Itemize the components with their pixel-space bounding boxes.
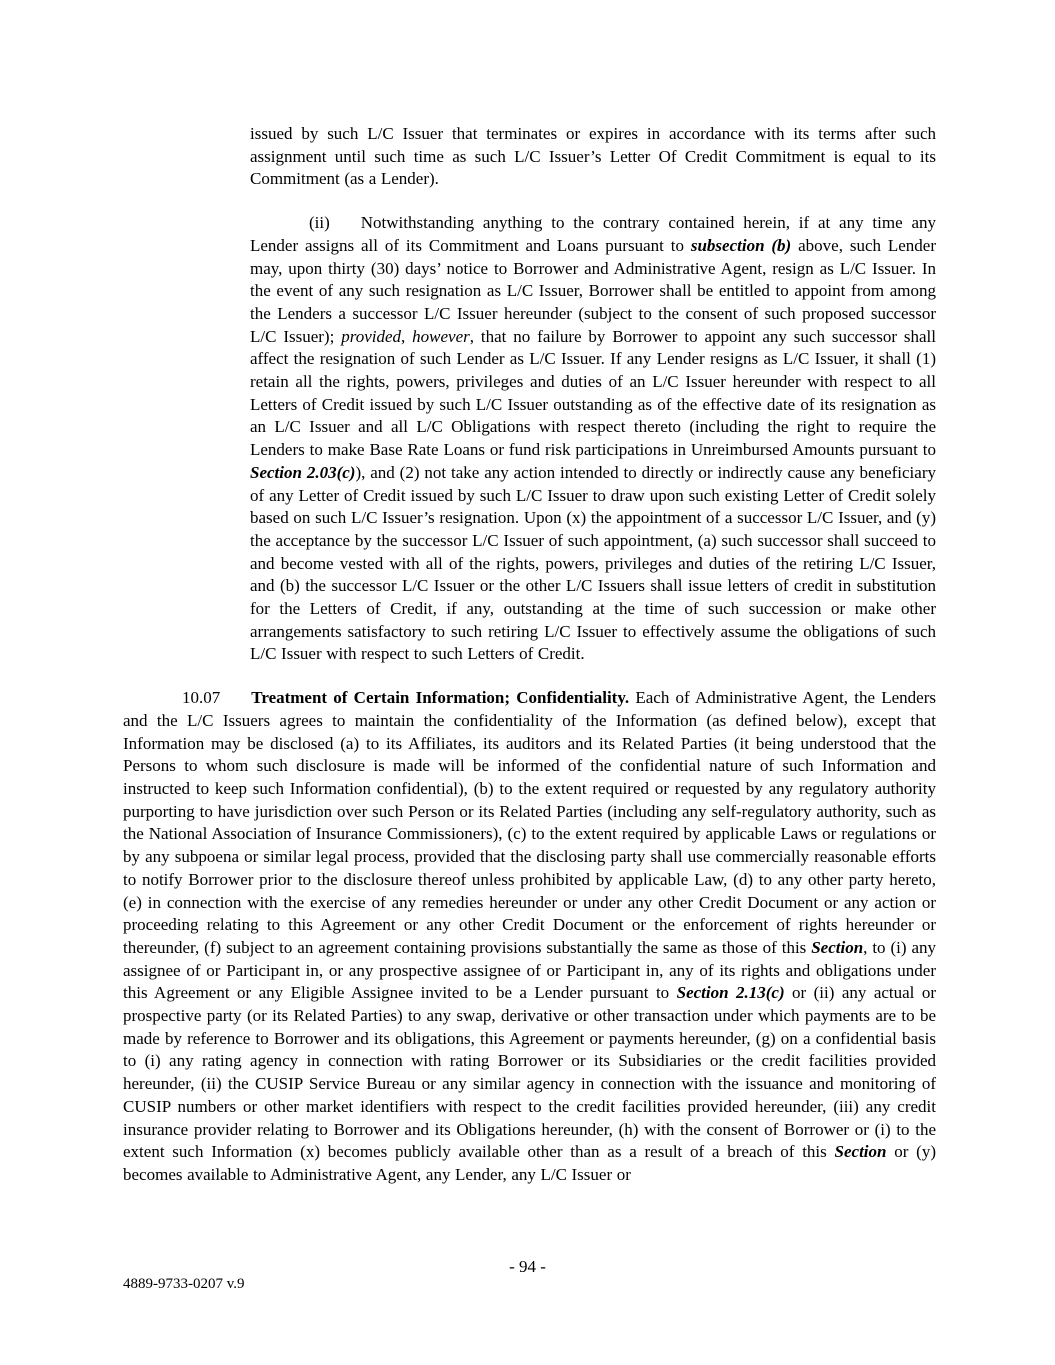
text-run: Section 2.13(c) (676, 983, 785, 1003)
text-run: , (401, 326, 413, 346)
document-body (123, 123, 936, 1208)
text-run: or (y) becomes available to Administrative Agent, any Lender, any L/C Issuer or (123, 1142, 936, 1184)
text-run: however (412, 326, 470, 346)
paragraph-continuation-clause (250, 123, 936, 191)
page-number: - 94 - (509, 1257, 546, 1276)
paragraph-section-10-07 (123, 687, 936, 1186)
text-run: provided (341, 326, 402, 346)
text-run: subsection (b) (690, 235, 792, 255)
text-run: (ii) (309, 213, 330, 233)
text-run: , to (i) any assignee of or Participant in, or any prospective assignee of or Participant in, any of its rights and obligations under this Agreement or any Eligible Assignee invited to be a Lender pursuant to (123, 937, 936, 1003)
text-run: issued by such L/C Issuer that terminates or expires in accordance with its terms after such assignment until such time as such L/C Issuer’s Letter Of Credit Commitment is equal to its Commitment (as a Lender). (250, 124, 936, 189)
text-run: Treatment of Certain Information; Confidentiality. (251, 688, 630, 708)
text-run: ), and (2) not take any action intended to directly or indirectly cause any beneficiary of any Letter of Credit issued by such L/C Issuer to draw upon such existing Letter of Credit solely based on such L/C Issuer’s resignation. Upon (x) the appointment of a successor L/C Issuer, and (y) the acceptance by the successor L/C Issuer of such appointment, (a) such successor shall succeed to and become vested with all of the rights, powers, privileges and duties of the retiring L/C Issuer, and (b) the successor L/C Issuer or the other L/C Issuers shall issue letters of credit in substitution for the Letters of Credit, if any, outstanding at the time of such succession or make other arrangements satisfactory to such retiring L/C Issuer to effectively assume the obligations of such L/C Issuer with respect to such Letters of Credit. (250, 462, 936, 664)
text-run: above, such Lender may, upon thirty (30) days’ notice to Borrower and Administrative Agent, resign as L/C Issuer. In the event of any such resignation as L/C Issuer, Borrower shall be entitled to appoint from among the Lenders a successor L/C Issuer hereunder (subject to the consent of such proposed successor L/C Issuer); (250, 235, 937, 346)
text-run: Section 2.03(c) (250, 462, 356, 482)
doc-control-number: 4889-9733-0207 v.9 (123, 1276, 245, 1292)
text-run: , that no failure by Borrower to appoint any such successor shall affect the resignation of such Lender as L/C Issuer. If any Lender resigns as L/C Issuer, it shall (1) retain all the rights, powers, privileges and duties of an L/C Issuer hereunder with respect to all Letters of Credit issued by such L/C Issuer outstanding as of the effective date of its resignation as an L/C Issuer and all L/C Obligations with respect thereto (including the right to require the Lenders to make Base Rate Loans or fund risk participations in Unreimbursed Amounts pursuant to (250, 326, 936, 460)
text-run: or (ii) any actual or prospective party (or its Related Parties) to any swap, derivative or other transaction under which payments are to be made by reference to Borrower and its obligations, this Agreement or payments hereunder, (g) on a confidential basis to (i) any rating agency in connection with rating Borrower or its Subsidiaries or the credit facilities provided hereunder, (ii) the CUSIP Service Bureau or any similar agency in connection with the issuance and monitoring of CUSIP numbers or other market identifiers with respect to the credit facilities provided hereunder, (iii) any credit insurance provider relating to Borrower and its Obligations hereunder, (h) with the consent of Borrower or (i) to the extent such Information (x) becomes publicly available other than as a result of a breach of this (123, 983, 936, 1162)
text-run: Section (811, 937, 864, 957)
text-run: Notwithstanding anything to the contrary contained herein, if at any time any Lender assigns all of its Commitment and Loans pursuant to (250, 213, 936, 255)
text-run: 10.07 (182, 688, 221, 708)
paragraph-clause-ii (250, 212, 936, 666)
text-run: Each of Administrative Agent, the Lenders and the L/C Issuers agrees to maintain the confidentiality of the Information (as defined below), except that Information may be disclosed (a) to its Affiliates, its auditors and its Related Parties (it being understood that the Persons to whom such disclosure is made will be informed of the confidential nature of such Information and instructed to keep such Information confidential), (b) to the extent required or requested by any regulatory authority purporting to have jurisdiction over such Person or its Related Parties (including any self-regulatory authority, such as the National Association of Insurance Commissioners), (c) to the extent required by applicable Laws or regulations or by any subpoena or similar legal process, provided that the disclosing party shall use commercially reasonable efforts to notify Borrower prior to the disclosure thereof unless prohibited by applicable Law, (d) to any other party hereto, (e) in connection with the exercise of any remedies hereunder or under any other Credit Document or any action or proceeding relating to this Agreement or any other Credit Document or the enforcement of rights hereunder or thereunder, (f) subject to an agreement containing provisions substantially the same as those of this (123, 688, 936, 957)
text-run: Section (834, 1142, 887, 1162)
